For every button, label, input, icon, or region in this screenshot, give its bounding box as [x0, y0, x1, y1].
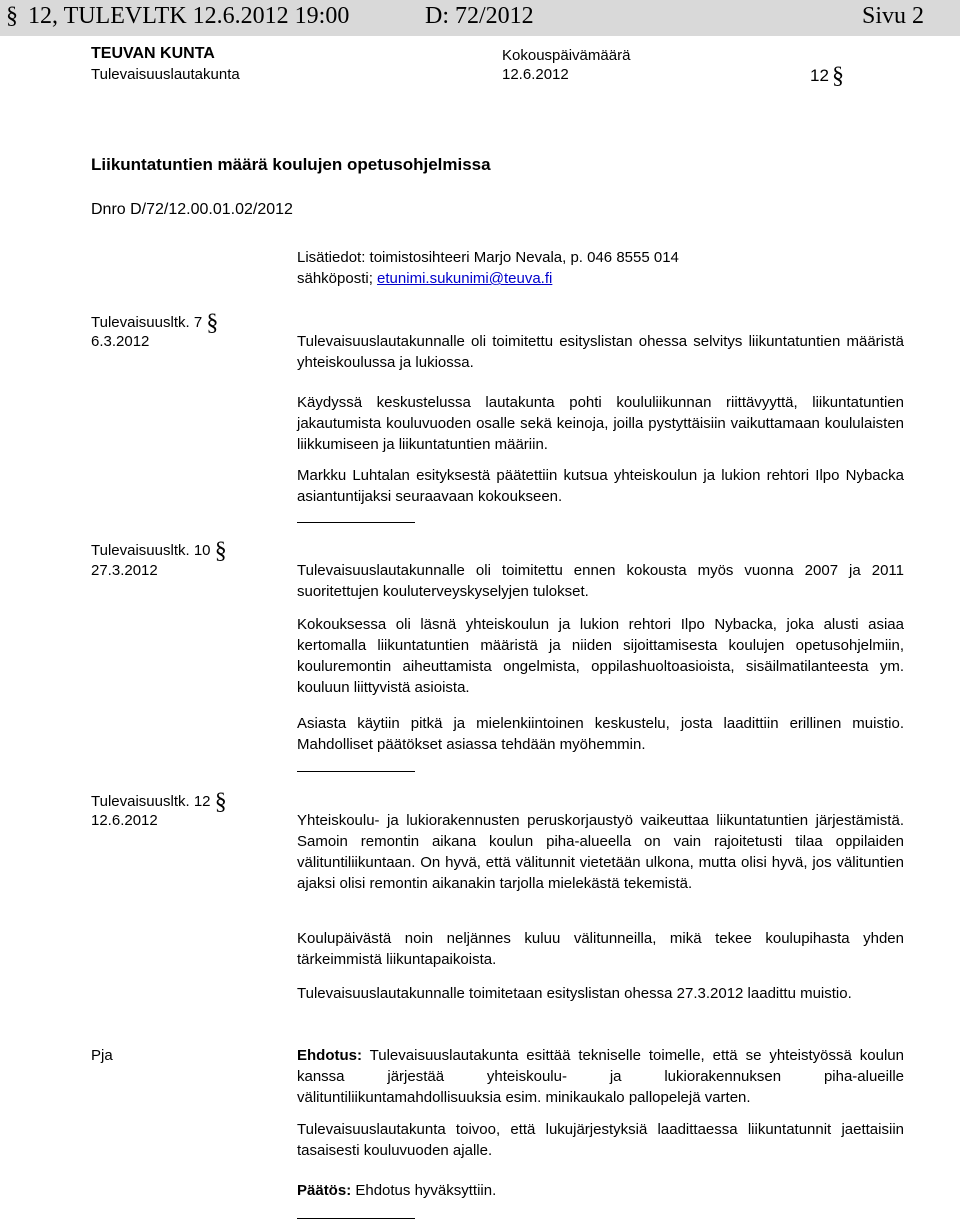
board-name: Tulevaisuuslautakunta: [91, 66, 240, 83]
org-name: TEUVAN KUNTA: [91, 45, 215, 62]
contact-email-line: [297, 268, 552, 289]
entry-3-mark: §: [214, 789, 227, 815]
email-link[interactable]: etunimi.sukunimi@teuva.fi: [377, 270, 553, 287]
section-mark: §: [832, 63, 844, 89]
entry-1-date: 6.3.2012: [91, 333, 150, 350]
entry-2-mark: §: [214, 538, 227, 564]
entry-1-para-3: Markku Luhtalan esityksestä päätettiin kutsua yhteiskoulun ja lukion rehtori Ilpo Nybacka asiantuntijaksi seuraavaan kokoukseen.: [297, 467, 904, 505]
decision-label: Päätös:: [297, 1182, 352, 1199]
entry-2-para-2: Kokouksessa oli läsnä yhteiskoulun ja lukion rehtori Ilpo Nybacka, joka alusti asiaa kertomalla liikuntatuntien määristä ja niiden sijoittamisesta koulujen opetusohjelmiin, kouluremontin aiheuttamista ongelmista, oppilashuoltoasioista, sisäilmatilanteesta ym. kouluun liittyvistä asioista.: [297, 616, 904, 696]
entry-1-rule: [297, 522, 415, 523]
decision-para: [297, 1180, 904, 1201]
meeting-date-label: Kokouspäivämäärä: [502, 47, 631, 64]
entry-3-date: 12.6.2012: [91, 812, 158, 829]
entry-2-rule: [297, 771, 415, 772]
entry-2-date: 27.3.2012: [91, 562, 158, 579]
entry-2-para-3: Asiasta käytiin pitkä ja mielenkiintoinen keskustelu, josta laadittiin erillinen muistio. Mahdolliset päätökset asiassa tehdään myöhemmin.: [297, 715, 904, 753]
dnro-line: Dnro D/72/12.00.01.02/2012: [91, 201, 293, 218]
entry-3-ref: [91, 789, 227, 815]
header-section-mark: §: [6, 3, 18, 29]
entry-1-para-1: Tulevaisuuslautakunnalle oli toimitettu esityslistan ohessa selvitys liikuntatuntien määristä yhteiskoulussa ja lukiossa.: [297, 333, 904, 371]
entry-2-ref-text: Tulevaisuusltk. 10: [91, 542, 211, 559]
entry-3-ref-text: Tulevaisuusltk. 12: [91, 793, 211, 810]
entry-1-mark: §: [206, 310, 219, 336]
page-title: Liikuntatuntien määrä koulujen opetusohjelmissa: [91, 155, 491, 174]
pja-label: Pja: [91, 1047, 113, 1064]
entry-3-para-1: Yhteiskoulu- ja lukiorakennusten peruskorjaustyö vaikeuttaa liikuntatuntien järjestämistä. Samoin remontin aikana koulun piha-alueella on vain rajoitetusti tilaa oppilaiden välituntiliikuntaan. On hyvä, että välitunnit vietetään ulkona, mutta olisi hyvä, jos välituntien ajaksi olisi remontin aikanakin tarjolla mielekästä tekemistä.: [297, 812, 904, 892]
header-dnro: D: 72/2012: [425, 3, 534, 29]
entry-1-ref: [91, 310, 219, 336]
contact-line: Lisätiedot: toimistosihteeri Marjo Nevala, p. 046 8555 014: [297, 249, 679, 266]
meeting-date: 12.6.2012: [502, 66, 569, 83]
entry-2-para-1: Tulevaisuuslautakunnalle oli toimitettu ennen kokousta myös vuonna 2007 ja 2011 suoritettujen kouluterveyskyselyjen tulokset.: [297, 562, 904, 600]
header-ref: 12, TULEVLTK 12.6.2012 19:00: [28, 3, 350, 29]
proposal-text: Tulevaisuuslautakunta esittää tekniselle toimelle, että se yhteistyössä koulun kanssa järjestää yhteiskoulu- ja lukiorakennuksen piha-alueille välituntiliikuntamahdollisuuksia esim. minikaukalo pallopelejä varten.: [297, 1047, 904, 1106]
proposal-para: [297, 1045, 904, 1108]
proposal-para-2: Tulevaisuuslautakunta toivoo, että lukujärjestyksiä laadittaessa liikuntatunnit jaettaisiin tasaisesti kouluvuoden ajalle.: [297, 1121, 904, 1159]
header-page: Sivu 2: [862, 3, 925, 29]
proposal-label: Ehdotus:: [297, 1047, 362, 1064]
decision-rule: [297, 1218, 415, 1219]
page-header-bar: [0, 0, 960, 36]
entry-1-ref-text: Tulevaisuusltk. 7: [91, 314, 203, 331]
entry-3-para-3: Tulevaisuuslautakunnalle toimitetaan esityslistan ohessa 27.3.2012 laadittu muistio.: [297, 985, 852, 1002]
email-prefix: sähköposti;: [297, 270, 378, 287]
decision-text: Ehdotus hyväksyttiin.: [351, 1182, 497, 1199]
entry-2-ref: [91, 538, 227, 564]
section-number: 12: [810, 66, 829, 85]
entry-3-para-2: Koulupäivästä noin neljännes kuluu välitunneilla, mikä tekee koulupihasta yhden tärkeimmistä liikuntapaikoista.: [297, 930, 904, 968]
entry-1-para-2: Käydyssä keskustelussa lautakunta pohti koululiikunnan riittävyyttä, liikuntatuntien jakautumista kouluvuoden osalle sekä keinoja, joilla pystyttäisiin vaikuttamaan koululaisten liikkumiseen ja liikuntatuntien määriin.: [297, 394, 904, 453]
